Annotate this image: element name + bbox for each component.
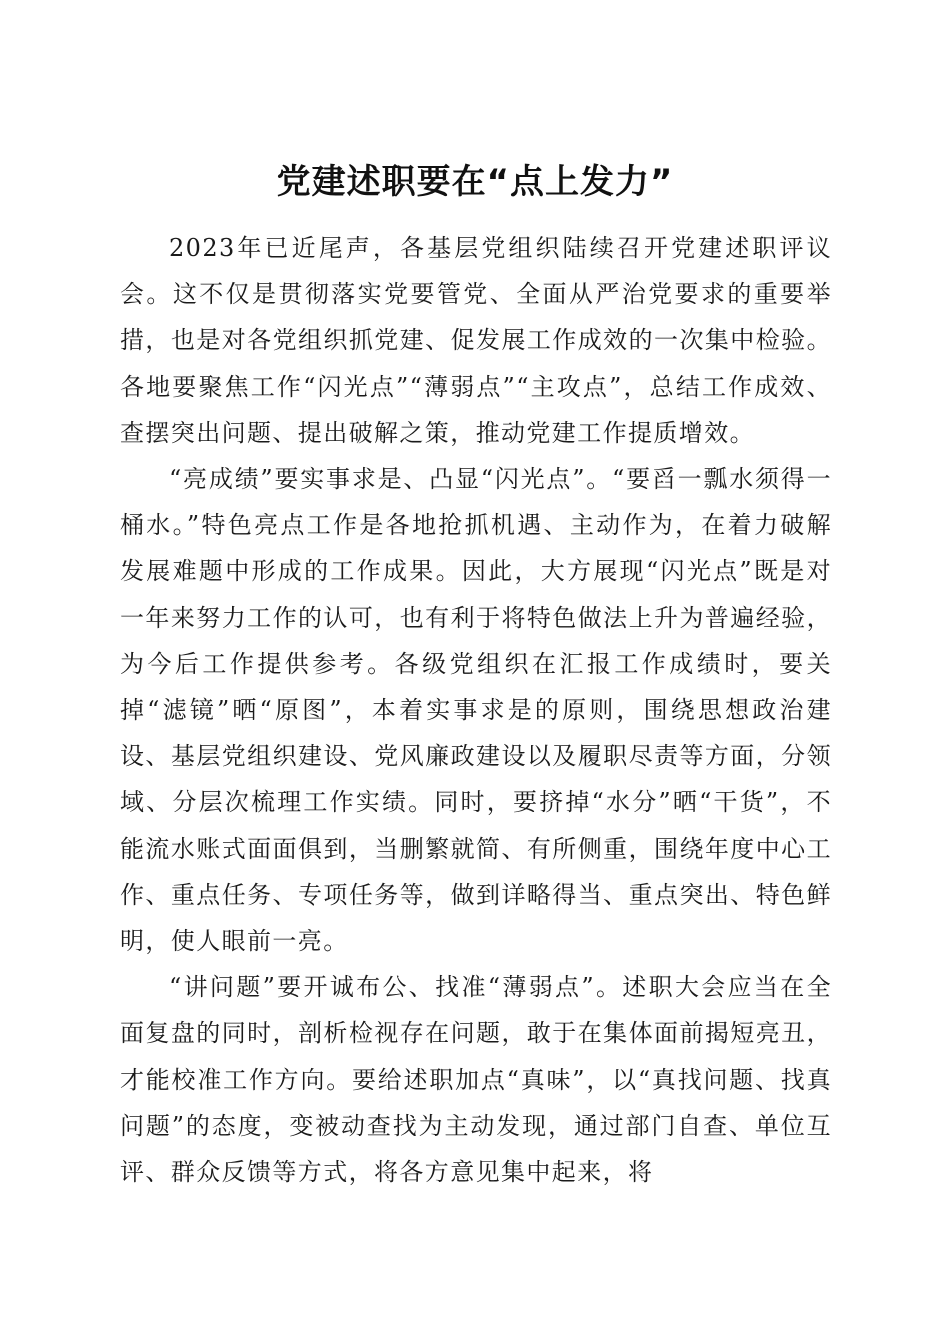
- document-title: 党建述职要在“点上发力”: [276, 161, 674, 202]
- paragraph-problems: “讲问题”要开诚布公、找准“薄弱点”。述职大会应当在全面复盘的同时，剖析检视存在问题，敢于在集体面前揭短亮丑，才能校准工作方向。要给述职加点“真味”，以“真找问题、找真问题”的态度，变被动查找为主动发现，通过部门自查、单位互评、群众反馈等方式，将各方意见集中起来，将: [120, 973, 832, 1187]
- document-body: [120, 225, 832, 1195]
- paragraph-achievements: “亮成绩”要实事求是、凸显“闪光点”。“要舀一瓢水须得一桶水。”特色亮点工作是各地抢抓机遇、主动作为，在着力破解发展难题中形成的工作成果。因此，大方展现“闪光点”既是对一年来努力工作的认可，也有利于将特色做法上升为普遍经验，为今后工作提供参考。各级党组织在汇报工作成绩时，要关掉“滤镜”晒“原图”，本着实事求是的原则，围绕思想政治建设、基层党组织建设、党风廉政建设以及履职尽责等方面，分领域、分层次梳理工作实绩。同时，要挤掉“水分”晒“干货”，不能流水账式面面俱到，当删繁就简、有所侧重，围绕年度中心工作、重点任务、专项任务等，做到详略得当、重点突出、特色鲜明，使人眼前一亮。: [120, 465, 832, 956]
- paragraph-intro: 2023年已近尾声，各基层党组织陆续召开党建述职评议会。这不仅是贯彻落实党要管党、全面从严治党要求的重要举措，也是对各党组织抓党建、促发展工作成效的一次集中检验。各地要聚焦工作“闪光点”“薄弱点”“主攻点”，总结工作成效、查摆突出问题、提出破解之策，推动党建工作提质增效。: [120, 234, 832, 447]
